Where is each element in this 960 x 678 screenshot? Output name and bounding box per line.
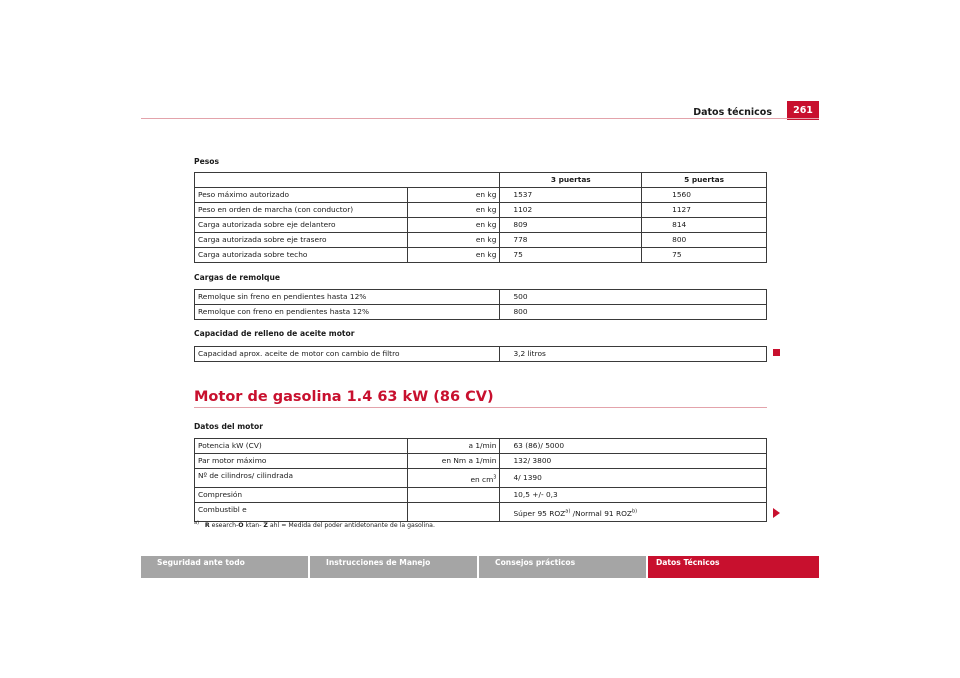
table-row <box>195 233 767 248</box>
row-unit: en Nm a 1/min <box>407 454 500 469</box>
footnote-marker: a) <box>194 519 200 526</box>
footnote-r: R <box>204 522 210 529</box>
row-unit <box>407 488 500 503</box>
table-row <box>195 503 767 522</box>
row-value-3p: 1102 <box>500 203 642 218</box>
trailer-table <box>194 289 767 320</box>
table-row <box>195 218 767 233</box>
row-desc: Peso máximo autorizado <box>195 188 408 203</box>
col-3-puertas: 3 puertas <box>500 173 642 188</box>
footnote-r-rest: esearch- <box>209 522 239 529</box>
footnote-z: Z <box>263 522 268 529</box>
footnote <box>194 519 435 529</box>
nav-tab-datos-tecnicos[interactable]: Datos Técnicos <box>648 556 819 578</box>
row-value: 10,5 +/- 0,3 <box>500 488 767 503</box>
unit-text: en cm <box>470 475 494 484</box>
row-value-5p: 75 <box>642 248 767 263</box>
row-value-3p: 809 <box>500 218 642 233</box>
engine-table <box>194 438 767 522</box>
row-unit: en kg <box>407 233 500 248</box>
row-desc: Par motor máximo <box>195 454 408 469</box>
row-desc: Nº de cilindros/ cilindrada <box>195 469 408 488</box>
weights-table <box>194 172 767 263</box>
page-header-title: Datos técnicos <box>693 107 772 118</box>
nav-tab-seguridad[interactable]: Seguridad ante todo <box>141 556 308 578</box>
row-desc: Compresión <box>195 488 408 503</box>
row-desc: Remolque sin freno en pendientes hasta 12% <box>195 290 500 305</box>
row-value-3p: 778 <box>500 233 642 248</box>
pesos-label: Pesos <box>194 157 219 166</box>
table-row <box>195 203 767 218</box>
row-unit: en kg <box>407 248 500 263</box>
footnote-o: O <box>238 522 244 529</box>
row-value: 800 <box>500 305 767 320</box>
oil-table <box>194 346 767 362</box>
footnote-o-rest: ktan- <box>243 522 264 529</box>
section-end-square-icon <box>773 349 780 356</box>
fuel-value-b: /Normal 91 ROZ <box>570 509 632 518</box>
row-unit: en kg <box>407 188 500 203</box>
fuel-value-a: Súper 95 ROZ <box>513 509 566 518</box>
row-unit: en kg <box>407 203 500 218</box>
section-title: Motor de gasolina 1.4 63 kW (86 CV) <box>194 389 494 405</box>
row-value: 3,2 litros <box>500 347 767 362</box>
row-desc: Potencia kW (CV) <box>195 439 408 454</box>
table-row <box>195 347 767 362</box>
table-row <box>195 488 767 503</box>
row-value-5p: 814 <box>642 218 767 233</box>
footnote-ref-a: a) <box>565 508 571 515</box>
row-desc: Remolque con freno en pendientes hasta 12% <box>195 305 500 320</box>
row-unit: a 1/min <box>407 439 500 454</box>
nav-tab-consejos[interactable]: Consejos prácticos <box>479 556 646 578</box>
weights-header-row <box>195 173 767 188</box>
row-value-5p: 800 <box>642 233 767 248</box>
row-unit <box>407 469 500 488</box>
aceite-label: Capacidad de relleno de aceite motor <box>194 329 355 338</box>
row-desc: Carga autorizada sobre eje trasero <box>195 233 408 248</box>
fuel-value <box>500 503 767 522</box>
row-unit: en kg <box>407 218 500 233</box>
table-row <box>195 439 767 454</box>
row-value-3p: 75 <box>500 248 642 263</box>
table-row <box>195 290 767 305</box>
header-divider <box>141 118 819 119</box>
row-value: 63 (86)/ 5000 <box>500 439 767 454</box>
footnote-ref-b: b) <box>631 508 638 515</box>
table-row <box>195 305 767 320</box>
page-number: 261 <box>787 101 819 120</box>
footnote-z-rest: ahl = Medida del poder antidetonante de la gasolina. <box>267 522 435 529</box>
table-row <box>195 469 767 488</box>
row-value-5p: 1560 <box>642 188 767 203</box>
row-desc: Carga autorizada sobre techo <box>195 248 408 263</box>
row-desc: Combustibl e <box>195 503 408 522</box>
continue-arrow-icon <box>773 508 780 518</box>
table-row <box>195 454 767 469</box>
row-desc: Peso en orden de marcha (con conductor) <box>195 203 408 218</box>
row-desc: Capacidad aprox. aceite de motor con cambio de filtro <box>195 347 500 362</box>
row-desc: Carga autorizada sobre eje delantero <box>195 218 408 233</box>
unit-superscript: 3 <box>493 474 497 481</box>
col-5-puertas: 5 puertas <box>642 173 767 188</box>
remolque-label: Cargas de remolque <box>194 273 281 282</box>
row-value: 500 <box>500 290 767 305</box>
table-row <box>195 188 767 203</box>
row-value: 132/ 3800 <box>500 454 767 469</box>
section-divider <box>194 407 767 408</box>
row-value: 4/ 1390 <box>500 469 767 488</box>
table-row <box>195 248 767 263</box>
row-value-3p: 1537 <box>500 188 642 203</box>
motor-label: Datos del motor <box>194 422 263 431</box>
row-value-5p: 1127 <box>642 203 767 218</box>
nav-tab-instrucciones[interactable]: Instrucciones de Manejo <box>310 556 477 578</box>
